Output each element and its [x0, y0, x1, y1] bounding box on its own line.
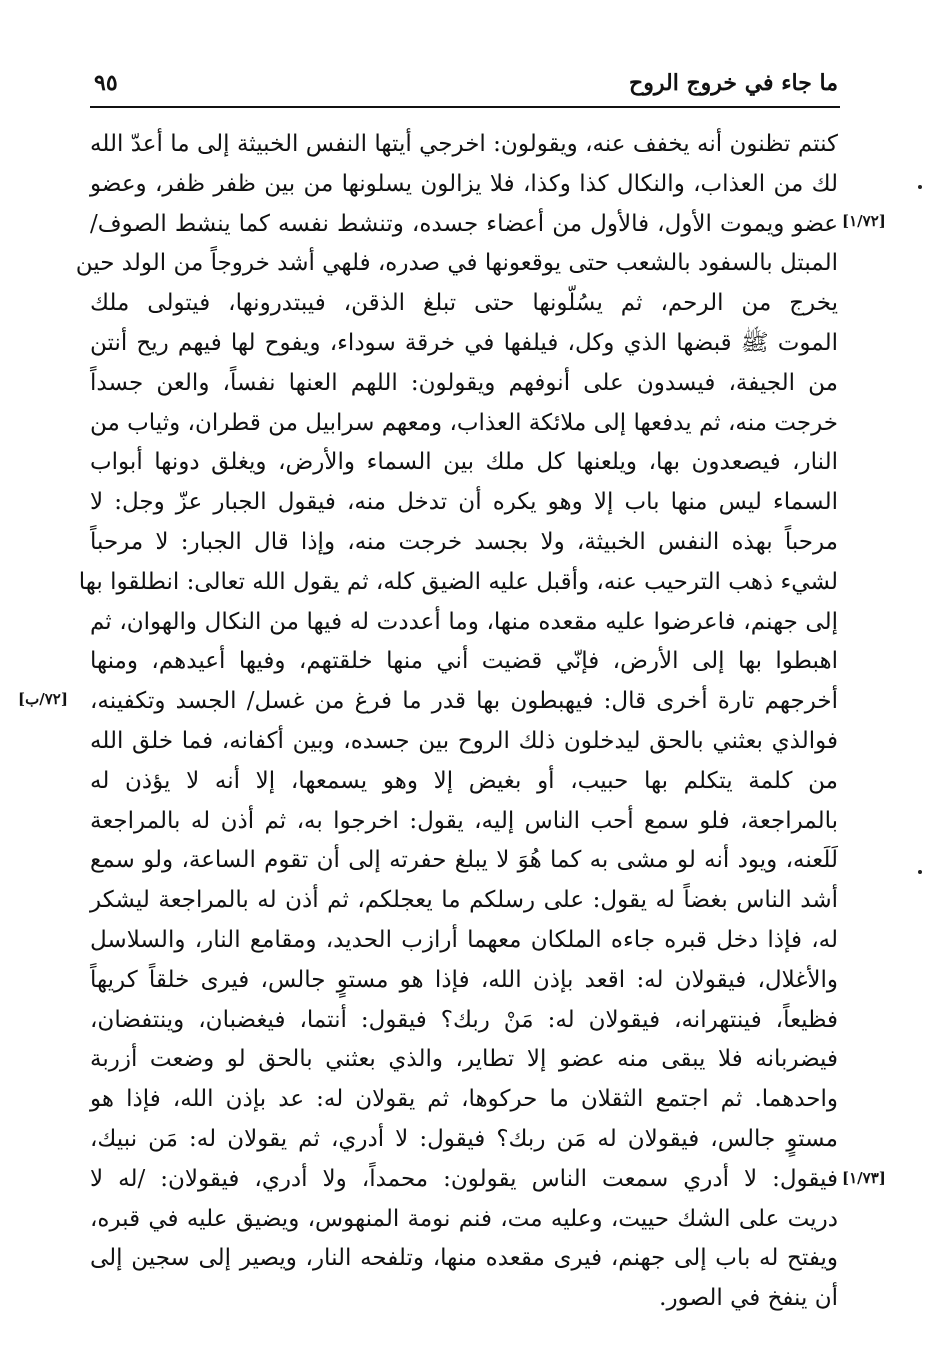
text-line: من الجيفة، فيسدون على أنوفهم ويقولون: اللهم العنها نفساً، والعن جسداً [90, 369, 838, 396]
page-number: ٩٥ [94, 70, 118, 96]
text-line: دريت على الشك حييت، وعليه مت، فنم نومة المنهوس، ويضيق عليه في قبره، [90, 1205, 838, 1232]
text-line: له، فإذا دخل قبره جاءه الملكان معهما أرازب الحديد، ومقامع النار، والسلاسل [90, 926, 838, 953]
text-line: لك من العذاب، والنكال كذا وكذا، فلا يزالون يسلونها من بين ظفر ظفر، وعضو [90, 170, 838, 197]
margin-note: [١/٧٣] [842, 1169, 886, 1187]
scan-speck [918, 185, 922, 189]
text-line: فيقول: لا أدري سمعت الناس يقولون: محمداً، ولا أدري، فيقولان: /له لا [90, 1165, 838, 1192]
text-line: أشد الناس بغضاً له يقول: على رسلكم ما يعجلكم، ثم أذن له بالمراجعة ليشكر [90, 887, 838, 914]
text-line: لَلَعنه، ويود أنه لو مشى به كما هُوَ لا يبلغ حفرته إلى أن تقوم الساعة، ولو سمع [90, 847, 838, 874]
body-text [75, 125, 838, 1319]
text-line: فظيعاً، فينتهرانه، فيقولان له: مَنْ ربك؟ فيقول: أنتما، فيغضبان، وينتفضان، [90, 1006, 838, 1033]
text-line: مستوٍ جالس، فيقولان له مَن ربك؟ فيقول: لا أدري، ثم يقولان له: مَن نبيك، [90, 1125, 838, 1152]
text-line: فوالذي بعثني بالحق ليدخلون ذلك الروح بين جسده، وبين أكفانه، فما خلق الله [90, 727, 838, 754]
margin-note: [١/٧٢] [842, 212, 886, 230]
text-line: من كلمة يتكلم بها حبيب، أو بغيض إلا وهو يسمعها، إلا أنه لا يؤذن له [90, 767, 838, 794]
scan-speck [918, 870, 922, 874]
running-title: ما جاء في خروج الروح [629, 70, 838, 96]
text-line: الموت ﷺ قبضها الذي وكل، فيلفها في خرقة سوداء، ويفوح لها فيهم ريح أنتن [90, 329, 838, 356]
text-line: لشيء ذهب الترحيب عنه، وأقبل عليه الضيق كله، ثم يقول الله تعالى: انطلقوا بها [78, 568, 838, 595]
text-line: أخرجهم تارة أخرى قال: فيهبطون بها قدر ما فرغ من غسل/ الجسد وتكفينه، [90, 688, 838, 715]
text-line: والأغلال، فيقولان له: اقعد بإذن الله، فإذا هو مستوٍ جالس، فيرى خلقاً كريهاً [90, 966, 838, 993]
text-line: عضو ويموت الأول، فالأول من أعضاء جسده، وتنشط نفسه كما ينشط الصوف/ [90, 210, 838, 237]
text-line: إلى جهنم، فاعرضوا عليه مقعده منها، وما أعددت له فيها من النكال والهوان، ثم [90, 608, 838, 635]
text-line: السماء ليس منها باب إلا وهو يكره أن تدخل منه، فيقول الجبار عزّ وجل: لا [90, 489, 838, 516]
text-line: ويفتح له باب إلى جهنم، فيرى مقعده منها، وتلفحه النار، ويصير إلى سجين إلى [90, 1245, 838, 1272]
text-line: كنتم تظنون أنه يخفف عنه، ويقولون: اخرجي أيتها النفس الخبيثة إلى ما أعدّ الله [90, 131, 838, 157]
text-line: فيضربانه فلا يبقى منه عضو إلا تطاير، والذي بعثني بالحق لو وضعت أزربة [90, 1046, 838, 1073]
running-header [90, 64, 840, 108]
header-rule [90, 106, 840, 108]
text-line: بالمراجعة، فلو سمع أحب الناس إليه، يقول: اخرجوا به، ثم أذن له بالمراجعة [90, 807, 838, 834]
text-line: أن ينفخ في الصور. [659, 1285, 838, 1312]
text-line: خرجت منه، ثم يدفعها إلى ملائكة العذاب، ومعهم سرابيل من قطران، وثياب من [90, 409, 838, 436]
text-line: يخرج من الرحم، ثم يسُلّونها حتى تبلغ الذقن، فيبتدرونها، فيتولى ملك [90, 290, 838, 317]
text-line: مرحباً بهذه النفس الخبيثة، ولا بجسد خرجت منه، وإذا قال الجبار: لا مرحباً [90, 528, 838, 555]
text-line: واحدهما. ثم اجتمع الثقلان ما حركوها، ثم يقولان له: عد بإذن الله، فإذا هو [90, 1086, 838, 1113]
margin-note: [٧٢/ب] [18, 690, 68, 708]
text-line: النار، فيصعدون بها، ويلعنها كل ملك بين السماء والأرض، ويغلق دونها أبواب [90, 449, 838, 476]
text-line: المبتل بالسفود بالشعب حتى يوقعونها في صدره، فلهي أشد خروجاً من الولد حين [75, 250, 838, 277]
text-line: اهبطوا بها إلى الأرض، فإنّي قضيت أني منها خلقتهم، وفيها أعيدهم، ومنها [90, 648, 838, 675]
